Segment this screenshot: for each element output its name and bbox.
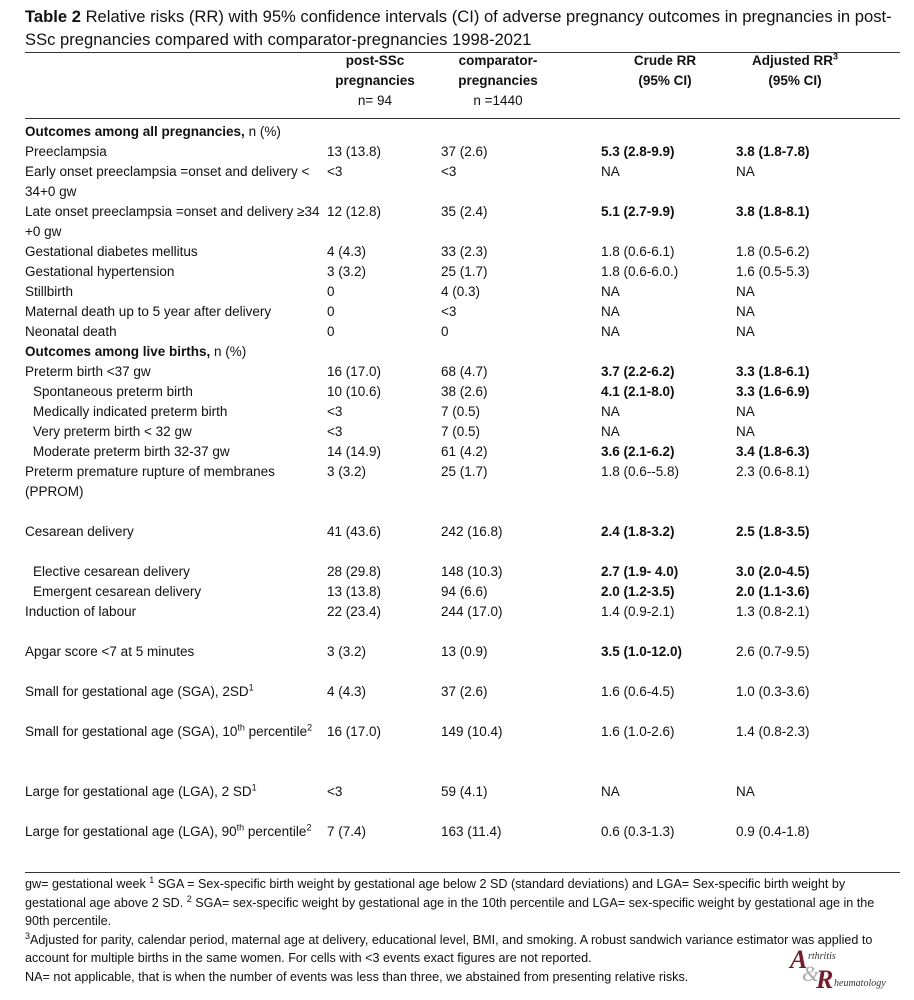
label-text: Small for gestational age (SGA), 10 [25,724,238,739]
crude-rr-value: 3.6 (2.1-6.2) [601,444,675,459]
table-row [25,722,905,762]
section-title [25,342,320,362]
comparator-value: 7 (0.5) [441,424,481,439]
post-ssc-value: 12 (12.8) [327,204,382,219]
table-row [25,522,905,542]
table-row [25,142,905,162]
ordinal-sup: th [237,722,245,733]
col-header-post-ssc [320,51,430,111]
footnote-marker: 2 [306,822,312,833]
adjusted-rr-value: 1.3 (0.8-2.1) [736,604,810,619]
label-text: Preeclampsia [25,144,107,159]
table-row [25,602,905,622]
crude-rr-value: 1.8 (0.6--5.8) [601,464,680,479]
table-row [25,382,905,402]
post-ssc-value: 13 (13.8) [327,144,382,159]
post-ssc-value: <3 [327,424,343,439]
title-text: Relative risks (RR) with 95% confidence intervals (CI) of adverse pregnancy outcomes in pregnancies in post-SSc pregnancies compared with comparator-pregnancies 1998-2021 [25,7,892,49]
label-text: Late onset preeclampsia =onset and delivery ≥34 +0 gw [25,204,320,239]
footnote-3 [25,931,895,968]
section-header-row [25,122,905,142]
table-row [25,682,905,702]
comparator-value: 37 (2.6) [441,144,488,159]
crude-rr-value: 1.8 (0.6-6.0.) [601,264,679,279]
row-label [25,522,320,542]
row-label [25,142,320,162]
row-label [25,302,320,322]
table-row [25,262,905,282]
comparator-value: 37 (2.6) [441,684,488,699]
crude-rr-value: NA [601,164,620,179]
label-suffix: n (%) [210,344,247,359]
label-text: Moderate preterm birth 32-37 gw [33,444,230,459]
post-ssc-value: <3 [327,784,343,799]
adjusted-rr-value: 2.0 (1.1-3.6) [736,584,810,599]
post-ssc-value: 10 (10.6) [327,384,382,399]
post-ssc-value: 28 (29.8) [327,564,382,579]
comparator-value: 4 (0.3) [441,284,481,299]
crude-rr-value: 1.6 (0.6-4.5) [601,684,675,699]
label-text: Apgar score <7 at 5 minutes [25,644,195,659]
post-ssc-value: <3 [327,404,343,419]
col-header-crude-rr [605,51,725,91]
footnote-marker: 1 [251,782,257,793]
comparator-value: 94 (6.6) [441,584,488,599]
table-row [25,642,905,662]
col-header-line: (95% CI) [638,73,692,88]
post-ssc-value: 7 (7.4) [327,824,367,839]
fn-sup: 2 [186,893,192,904]
table-row [25,782,905,802]
comparator-value: 33 (2.3) [441,244,488,259]
comparator-value: 0 [441,324,449,339]
col-header-line: (95% CI) [768,73,822,88]
row-label [25,262,320,282]
row-label [25,402,328,422]
col-header-line: pregnancies [458,73,538,88]
crude-rr-value: 2.7 (1.9- 4.0) [601,564,679,579]
row-label [25,242,320,262]
row-label [25,782,320,802]
row-label [25,282,320,302]
post-ssc-value: <3 [327,164,343,179]
ordinal-sup: th [236,822,245,833]
crude-rr-value: NA [601,284,620,299]
adjusted-rr-value: 0.9 (0.4-1.8) [736,824,810,839]
table-row [25,562,905,582]
row-label [25,322,320,342]
row-label [25,462,320,502]
row-label [25,162,320,202]
fn-sup: 1 [149,874,155,885]
label-text: Small for gestational age (SGA), 2SD [25,684,249,699]
table-row [25,202,905,242]
crude-rr-value: 2.4 (1.8-3.2) [601,524,675,539]
crude-rr-value: 3.5 (1.0-12.0) [601,644,683,659]
adjusted-rr-value: 1.6 (0.5-5.3) [736,264,810,279]
comparator-value: 149 (10.4) [441,724,503,739]
footnote-1-2 [25,875,895,931]
crude-rr-value: 2.0 (1.2-3.5) [601,584,675,599]
post-ssc-value: 22 (23.4) [327,604,382,619]
table-row [25,362,905,382]
row-label [25,362,320,382]
label-rest: percentile [244,724,308,739]
footnote-marker: 2 [307,722,313,733]
crude-rr-value: 5.3 (2.8-9.9) [601,144,675,159]
adjusted-rr-value: NA [736,164,755,179]
post-ssc-value: 13 (13.8) [327,584,382,599]
header-rule [25,118,900,119]
adjusted-rr-value: NA [736,284,755,299]
row-label [25,822,320,842]
row-label [25,602,320,622]
adjusted-rr-value: 3.8 (1.8-8.1) [736,204,810,219]
col-header-adjusted-rr [730,51,860,91]
adjusted-rr-value: NA [736,324,755,339]
fn-text: gw= gestational week [25,877,150,891]
comparator-value: 242 (16.8) [441,524,503,539]
table-number: Table 2 [25,7,81,26]
crude-rr-value: 4.1 (2.1-8.0) [601,384,675,399]
label-text: Induction of labour [25,604,137,619]
table-row [25,242,905,262]
label-text: Maternal death up to 5 year after delivery [25,304,272,319]
label-text: Outcomes among all pregnancies, [25,124,245,139]
row-label [25,682,320,702]
row-label [25,722,320,742]
crude-rr-value: 3.7 (2.2-6.2) [601,364,675,379]
col-header-n: n= 94 [357,93,393,108]
label-text: Large for gestational age (LGA), 2 SD [25,784,252,799]
comparator-value: 61 (4.2) [441,444,488,459]
post-ssc-value: 3 (3.2) [327,644,367,659]
table-row [25,302,905,322]
post-ssc-value: 0 [327,304,335,319]
crude-rr-value: NA [601,404,620,419]
col-header-line: comparator- [458,53,538,68]
col-header-n: n =1440 [473,93,523,108]
label-text: Preterm birth <37 gw [25,364,151,379]
table-row [25,282,905,302]
row-label [25,422,328,442]
adjusted-rr-value: 2.5 (1.8-3.5) [736,524,810,539]
post-ssc-value: 3 (3.2) [327,464,367,479]
table-row [25,462,905,502]
row-label [25,382,328,402]
label-suffix: n (%) [244,124,281,139]
table-row [25,422,905,442]
crude-rr-value: NA [601,304,620,319]
label-text: Emergent cesarean delivery [33,584,202,599]
adjusted-rr-value: 1.0 (0.3-3.6) [736,684,810,699]
label-text: Gestational diabetes mellitus [25,244,198,259]
adjusted-rr-value: 3.4 (1.8-6.3) [736,444,810,459]
comparator-value: <3 [441,164,457,179]
row-label [25,562,328,582]
journal-logo: A rthritis & R heumatology [790,945,886,994]
label-text: Stillbirth [25,284,74,299]
post-ssc-value: 16 (17.0) [327,724,382,739]
adjusted-rr-value: 2.6 (0.7-9.5) [736,644,810,659]
comparator-value: 244 (17.0) [441,604,503,619]
label-text: Medically indicated preterm birth [33,404,228,419]
comparator-value: 59 (4.1) [441,784,488,799]
col-header-line: pregnancies [335,73,415,88]
crude-rr-value: 1.4 (0.9-2.1) [601,604,675,619]
post-ssc-value: 3 (3.2) [327,264,367,279]
comparator-value: 35 (2.4) [441,204,488,219]
adjusted-rr-value: NA [736,424,755,439]
bottom-rule [25,872,900,873]
row-label [25,442,328,462]
adjusted-rr-value: 3.3 (1.6-6.9) [736,384,810,399]
label-text: Elective cesarean delivery [33,564,190,579]
crude-rr-value: NA [601,324,620,339]
crude-rr-value: 5.1 (2.7-9.9) [601,204,675,219]
post-ssc-value: 0 [327,324,335,339]
table-row [25,402,905,422]
adjusted-rr-value: 2.3 (0.6-8.1) [736,464,810,479]
footnote-marker: 1 [248,682,254,693]
adjusted-rr-value: NA [736,304,755,319]
comparator-value: 68 (4.7) [441,364,488,379]
footnote-na: NA= not applicable, that is when the number of events was less than three, we abstained from presenting relative risks. [25,969,689,984]
col-header-line: Adjusted RR [751,53,833,68]
adjusted-rr-value: 1.4 (0.8-2.3) [736,724,810,739]
footnotes [25,875,895,986]
row-label [25,642,320,662]
row-label [25,202,320,242]
adjusted-rr-value: NA [736,404,755,419]
comparator-value: 13 (0.9) [441,644,488,659]
crude-rr-value: NA [601,424,620,439]
comparator-value: 163 (11.4) [441,824,502,839]
fn-text: SGA= sex-specific weight by gestational age in the 10th percentile and LGA= sex-specific weight by gestational age in the 90th percentile. [25,895,875,928]
label-text: Outcomes among live births, [25,344,211,359]
col-header-comparator [433,51,563,111]
comparator-value: <3 [441,304,457,319]
footnote-marker: 3 [832,51,838,62]
label-text: Large for gestational age (LGA), 90 [25,824,237,839]
section-title [25,122,320,142]
comparator-value: 7 (0.5) [441,404,481,419]
comparator-value: 148 (10.3) [441,564,503,579]
label-text: Gestational hypertension [25,264,175,279]
label-rest: percentile [244,824,307,839]
crude-rr-value: NA [601,784,620,799]
adjusted-rr-value: 3.8 (1.8-7.8) [736,144,810,159]
crude-rr-value: 0.6 (0.3-1.3) [601,824,675,839]
label-text: Preterm premature rupture of membranes (PPROM) [25,464,275,499]
table-row [25,442,905,462]
adjusted-rr-value: 3.3 (1.8-6.1) [736,364,810,379]
label-text: Early onset preeclampsia =onset and delivery < 34+0 gw [25,164,310,199]
col-header-line: Crude RR [633,53,697,68]
table-row [25,822,905,862]
adjusted-rr-value: 3.0 (2.0-4.5) [736,564,810,579]
fn-text: SGA = Sex-specific birth weight by gestational age below 2 SD (standard deviations) and LGA= Sex-specific birth weight by gestational age above 2 SD. [25,877,846,910]
label-text: Cesarean delivery [25,524,134,539]
adjusted-rr-value: NA [736,784,755,799]
label-text: Neonatal death [25,324,117,339]
row-label [25,582,328,602]
table-row [25,582,905,602]
table-row [25,162,905,202]
post-ssc-value: 4 (4.3) [327,244,367,259]
post-ssc-value: 16 (17.0) [327,364,382,379]
table-title [25,5,905,51]
post-ssc-value: 41 (43.6) [327,524,382,539]
section-header-row [25,342,905,362]
label-text: Spontaneous preterm birth [33,384,193,399]
comparator-value: 25 (1.7) [441,264,488,279]
comparator-value: 38 (2.6) [441,384,488,399]
crude-rr-value: 1.8 (0.6-6.1) [601,244,675,259]
comparator-value: 25 (1.7) [441,464,488,479]
fn-sup: 3 [25,930,31,941]
col-header-line: post-SSc [345,53,405,68]
fn-text: Adjusted for parity, calendar period, maternal age at delivery, educational level, BMI, and smoking. A robust sandwich variance estimator was applied to account for multiple births in the same women. For cells with <3 events exact figures are not reported. [25,932,873,965]
post-ssc-value: 4 (4.3) [327,684,367,699]
post-ssc-value: 14 (14.9) [327,444,382,459]
table-row [25,322,905,342]
table-body [25,122,905,862]
label-text: Very preterm birth < 32 gw [33,424,192,439]
adjusted-rr-value: 1.8 (0.5-6.2) [736,244,810,259]
crude-rr-value: 1.6 (1.0-2.6) [601,724,675,739]
post-ssc-value: 0 [327,284,335,299]
